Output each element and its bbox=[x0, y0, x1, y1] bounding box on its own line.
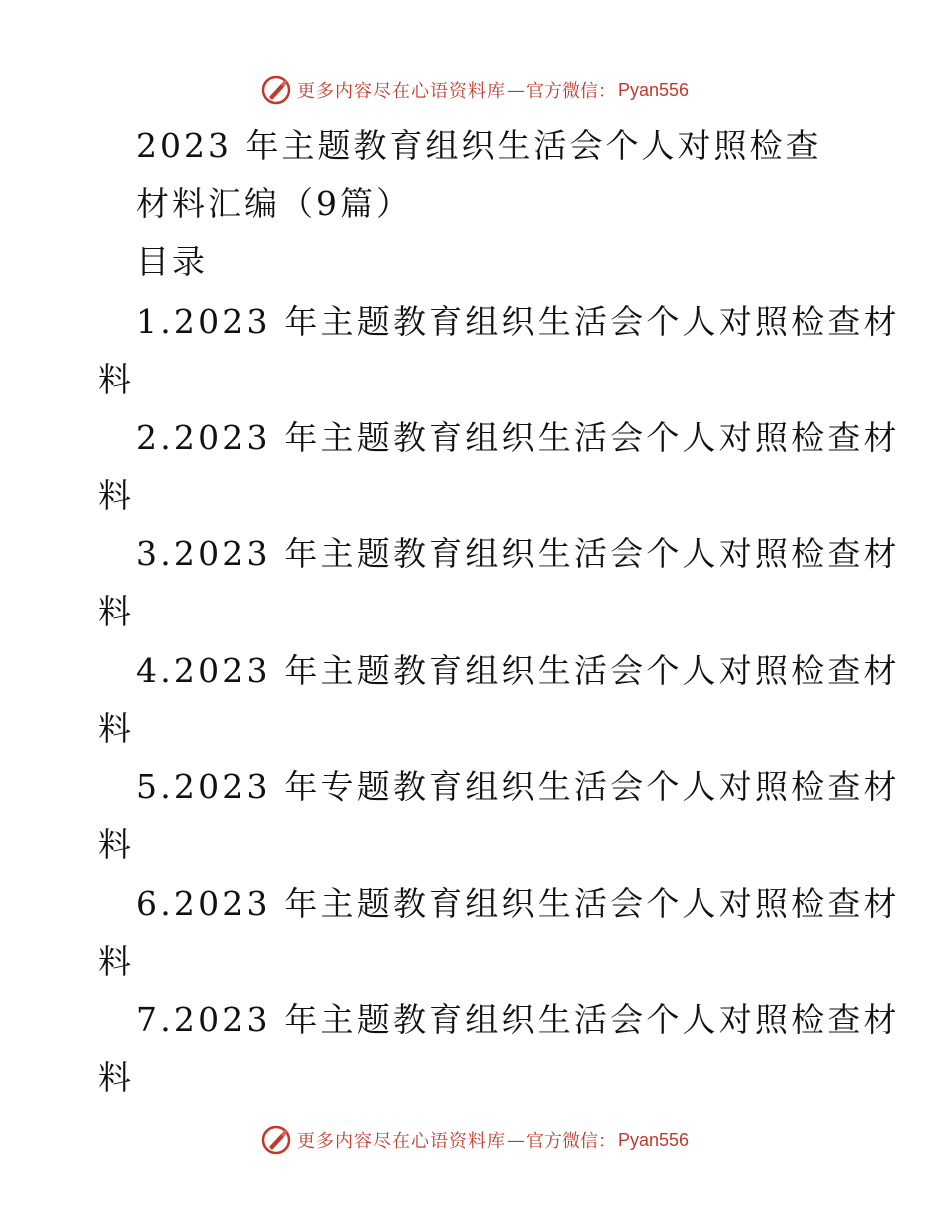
doc-title-line-1: 2023 年主题教育组织生活会个人对照检查 bbox=[136, 126, 822, 165]
wechat-label: 官方微信： bbox=[525, 81, 616, 102]
site-name: 更多内容尽在心语资料库 bbox=[296, 1131, 506, 1152]
toc-entry-4-wrap: 料 bbox=[98, 709, 133, 748]
toc-entry-6-wrap: 料 bbox=[98, 942, 133, 981]
toc-entry-7-wrap: 料 bbox=[98, 1058, 133, 1097]
wechat-label: 官方微信： bbox=[525, 1131, 616, 1152]
toc-entry-2-wrap: 料 bbox=[98, 476, 133, 515]
banner-dash: — bbox=[506, 79, 525, 101]
toc-entry-1: 1.2023 年主题教育组织生活会个人对照检查材 bbox=[136, 302, 900, 341]
toc-entry-3-wrap: 料 bbox=[98, 592, 133, 631]
toc-entry-5: 5.2023 年专题教育组织生活会个人对照检查材 bbox=[136, 767, 900, 806]
header-banner bbox=[0, 72, 950, 108]
doc-title-line-2: 材料汇编（9篇） bbox=[136, 184, 412, 223]
site-name: 更多内容尽在心语资料库 bbox=[296, 81, 506, 102]
pen-logo-icon bbox=[261, 1125, 291, 1155]
footer-banner bbox=[0, 1122, 950, 1158]
toc-entry-6: 6.2023 年主题教育组织生活会个人对照检查材 bbox=[136, 884, 900, 923]
toc-entry-7: 7.2023 年主题教育组织生活会个人对照检查材 bbox=[136, 1000, 900, 1039]
wechat-handle: Pyan556 bbox=[617, 79, 690, 100]
toc-entry-4: 4.2023 年主题教育组织生活会个人对照检查材 bbox=[136, 651, 900, 690]
toc-heading: 目录 bbox=[136, 242, 208, 281]
toc-entry-3: 3.2023 年主题教育组织生活会个人对照检查材 bbox=[136, 534, 900, 573]
toc-entry-5-wrap: 料 bbox=[98, 825, 133, 864]
banner-dash: — bbox=[506, 1129, 525, 1151]
wechat-handle: Pyan556 bbox=[617, 1129, 690, 1150]
toc-entry-1-wrap: 料 bbox=[98, 360, 133, 399]
toc-entry-2: 2.2023 年主题教育组织生活会个人对照检查材 bbox=[136, 418, 900, 457]
pen-logo-icon bbox=[261, 75, 291, 105]
